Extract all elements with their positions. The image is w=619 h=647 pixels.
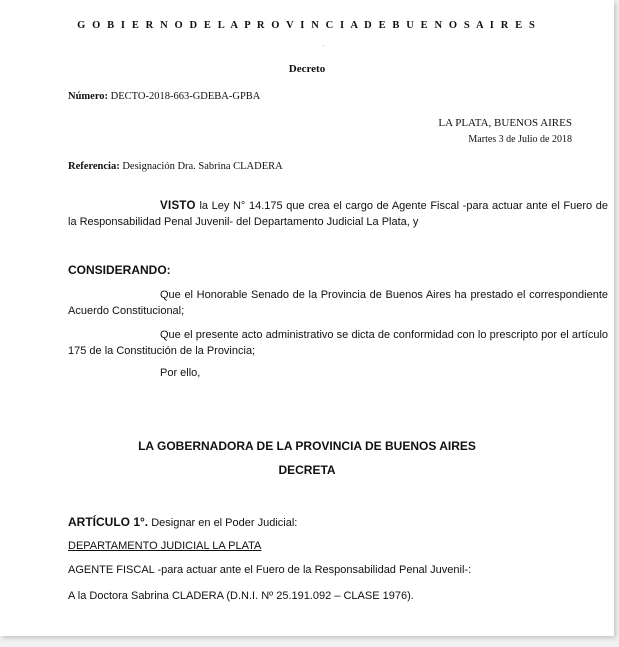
article-1 xyxy=(68,515,297,529)
header-separator-dot: · xyxy=(322,42,325,50)
considerando-heading: CONSIDERANDO: xyxy=(68,263,171,277)
article-1-text: Designar en el Poder Judicial: xyxy=(148,517,298,529)
document-place: LA PLATA, BUENOS AIRES xyxy=(438,117,572,129)
appointee-line: A la Doctora Sabrina CLADERA (D.N.I. Nº 25.191.092 – CLASE 1976). xyxy=(68,590,414,602)
number-value: DECTO-2018-663-GDEBA-GPBA xyxy=(110,91,261,102)
document-reference xyxy=(68,161,283,172)
authority-heading: LA GOBERNADORA DE LA PROVINCIA DE BUENOS AIRES xyxy=(138,439,476,453)
reference-value: Designación Dra. Sabrina CLADERA xyxy=(122,161,283,172)
article-1-label: ARTÍCULO 1°. xyxy=(68,515,149,529)
document-type: Decreto xyxy=(288,63,326,75)
position-line: AGENTE FISCAL -para actuar ante el Fuero de la Responsabilidad Penal Juvenil-: xyxy=(68,564,472,576)
visto-label: VISTO xyxy=(160,200,196,212)
government-header: G O B I E R N O D E L A P R O V I N C I A D E B U E N O S A I R E S xyxy=(77,20,537,31)
considerando-paragraph-1: Que el Honorable Senado de la Provincia de Buenos Aires ha prestado el correspondiente Acuerdo Constitucional; xyxy=(68,289,608,317)
number-label: Número: xyxy=(68,91,109,102)
considerando-paragraph-2: Que el presente acto administrativo se dicta de conformidad con lo prescripto por el artículo 175 de la Constitución de la Provincia; xyxy=(68,329,608,357)
document-number xyxy=(68,91,260,102)
por-ello-text: Por ello, xyxy=(160,367,201,379)
visto-paragraph xyxy=(68,198,608,230)
document-date: Martes 3 de Julio de 2018 xyxy=(468,134,572,145)
reference-label: Referencia: xyxy=(68,161,120,172)
visto-text: la Ley N° 14.175 que crea el cargo de Agente Fiscal -para actuar ante el Fuero de la Responsabilidad Penal Juvenil- del Departamento Judicial La Plata, y xyxy=(68,200,608,228)
department-line: DEPARTAMENTO JUDICIAL LA PLATA xyxy=(68,540,262,552)
decreta-heading: DECRETA xyxy=(278,463,336,477)
